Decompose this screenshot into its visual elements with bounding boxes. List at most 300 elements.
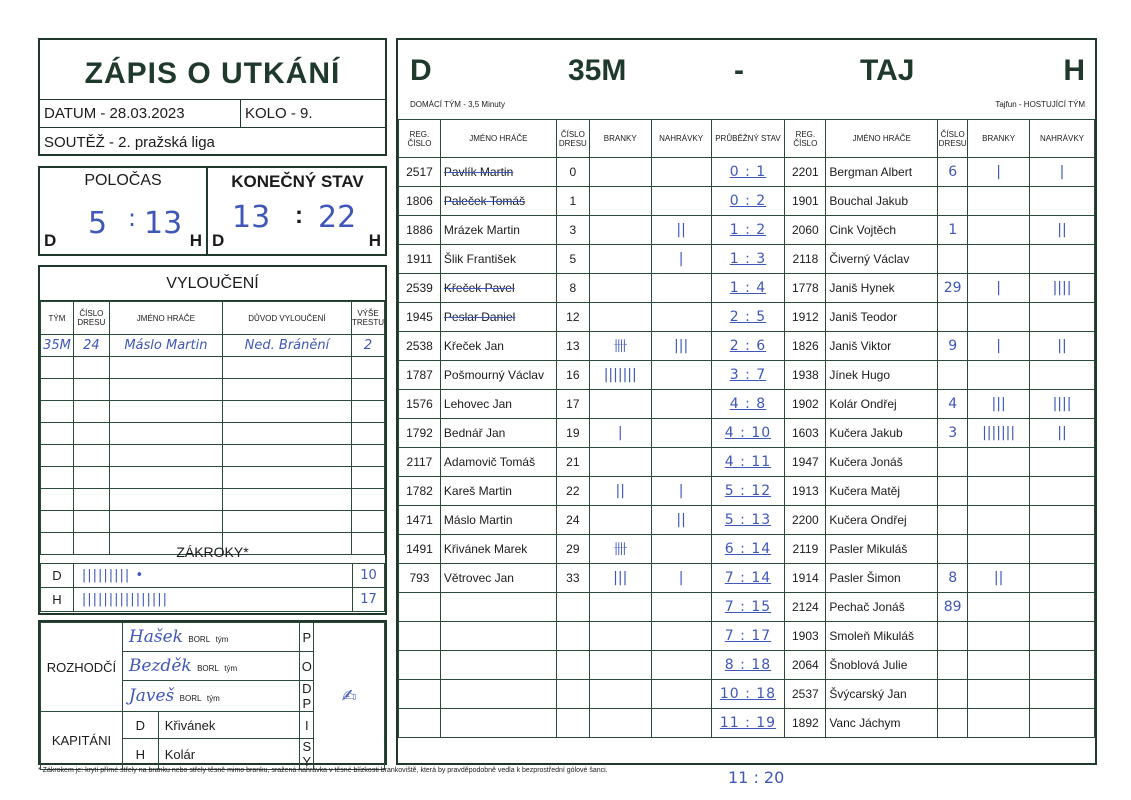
col-home-assists: NAHRÁVKY [651, 120, 711, 158]
podpisy-letter: P [300, 623, 314, 652]
exclusions-header-row [41, 302, 385, 335]
home-goals [589, 274, 651, 303]
away-number: 9 [938, 332, 968, 361]
away-reg: 1914 [785, 564, 826, 593]
home-reg [399, 651, 441, 680]
away-number [938, 477, 968, 506]
final-colon: : [295, 202, 303, 229]
home-assists [651, 390, 711, 419]
home-number [556, 709, 589, 738]
referee-2-team: BORL [197, 664, 219, 673]
exclusion-cell [109, 401, 222, 423]
exclusions-box [38, 265, 387, 615]
saves-away-row [41, 588, 385, 612]
home-number: 13 [556, 332, 589, 361]
halftime-away-letter: H [189, 231, 202, 250]
home-number: 5 [556, 245, 589, 274]
away-reg: 2201 [785, 158, 826, 187]
table-row [399, 245, 1095, 274]
saves-away-label: H [41, 588, 74, 612]
home-number: 0 [556, 158, 589, 187]
exclusion-cell [41, 445, 74, 467]
home-number: 16 [556, 361, 589, 390]
saves-away-total: 17 [353, 588, 385, 612]
saves-title: ZÁKROKY* [176, 544, 249, 560]
away-reg: 1826 [785, 332, 826, 361]
away-letter: H [1063, 54, 1085, 87]
exclusion-cell: 35M [41, 335, 74, 357]
home-assists [651, 274, 711, 303]
running-score: 3 : 7 [711, 361, 785, 390]
home-assists: | [651, 477, 711, 506]
home-reg: 2538 [399, 332, 441, 361]
table-row [399, 506, 1095, 535]
exclusion-cell [222, 467, 351, 489]
away-number: 1 [938, 216, 968, 245]
away-name: Pasler Šimon [826, 564, 938, 593]
home-goals [589, 593, 651, 622]
away-goals [968, 245, 1030, 274]
exclusion-cell [109, 357, 222, 379]
final-home-value: 13 [232, 200, 271, 235]
home-name [440, 622, 556, 651]
home-reg: 1806 [399, 187, 441, 216]
podpisy-letter [300, 712, 314, 739]
col-home-goals: BRANKY [589, 120, 651, 158]
exclusion-row [41, 401, 385, 423]
exclusion-cell [222, 357, 351, 379]
home-reg: 2117 [399, 448, 441, 477]
running-score: 11 : 19 [711, 709, 785, 738]
table-row [399, 187, 1095, 216]
home-number: 33 [556, 564, 589, 593]
running-score: 6 : 14 [711, 535, 785, 564]
away-reg: 2124 [785, 593, 826, 622]
players-table [398, 119, 1095, 738]
home-name [440, 651, 556, 680]
running-score: 1 : 2 [711, 216, 785, 245]
away-name: Cink Vojtěch [826, 216, 938, 245]
home-name: Bednář Jan [440, 419, 556, 448]
home-assists [651, 158, 711, 187]
away-reg: 2060 [785, 216, 826, 245]
exclusion-cell [41, 423, 74, 445]
away-name: Kučera Jonáš [826, 448, 938, 477]
away-reg: 1903 [785, 622, 826, 651]
home-reg: 1471 [399, 506, 441, 535]
away-reg: 1892 [785, 709, 826, 738]
home-number: 19 [556, 419, 589, 448]
col-home-reg: REG. ČÍSLO [399, 120, 441, 158]
home-number [556, 651, 589, 680]
home-number: 22 [556, 477, 589, 506]
exclusion-cell [222, 379, 351, 401]
home-name: Lehovec Jan [440, 390, 556, 419]
away-assists: || [1030, 419, 1095, 448]
away-goals [968, 680, 1030, 709]
exclusions-title: VYLOUČENÍ [40, 267, 385, 301]
away-team-subtitle: Tajfun - HOSTUJÍCÍ TÝM [995, 100, 1085, 109]
running-score: 7 : 14 [711, 564, 785, 593]
away-assists: |||| [1030, 390, 1095, 419]
captain-home-side: D [122, 712, 158, 739]
away-number [938, 680, 968, 709]
home-goals [589, 680, 651, 709]
running-score: 1 : 3 [711, 245, 785, 274]
referee-1 [122, 623, 299, 652]
final-score [210, 168, 385, 254]
saves-home-total: 10 [353, 564, 385, 588]
away-reg: 1603 [785, 419, 826, 448]
home-reg: 1911 [399, 245, 441, 274]
away-goals [968, 477, 1030, 506]
exclusion-cell [351, 489, 384, 511]
away-number [938, 187, 968, 216]
final-away-letter: H [368, 231, 381, 250]
away-name: Smoleň Mikuláš [826, 622, 938, 651]
podpisy-letter: O [300, 652, 314, 681]
away-goals: | [968, 274, 1030, 303]
table-row [399, 593, 1095, 622]
col-home-number: ČÍSLO DRESU [556, 120, 589, 158]
away-name: Janiš Hynek [826, 274, 938, 303]
players-sheet [396, 38, 1097, 765]
exclusion-cell [73, 401, 109, 423]
home-name: Paleček Tomáš [440, 187, 556, 216]
home-goals: ||||||| [589, 361, 651, 390]
away-name: Kučera Matěj [826, 477, 938, 506]
home-reg: 1945 [399, 303, 441, 332]
home-assists: || [651, 506, 711, 535]
podpisy-letter-s: S [302, 739, 312, 754]
captain-away-side: H [122, 739, 158, 770]
exclusions-table [40, 301, 385, 555]
home-team-subtitle: DOMÁCÍ TÝM - 3,5 Minuty [410, 100, 505, 109]
away-number: 4 [938, 390, 968, 419]
exclusion-cell [222, 445, 351, 467]
home-goals [589, 506, 651, 535]
home-reg: 1792 [399, 419, 441, 448]
exclusion-cell [351, 401, 384, 423]
away-assists [1030, 680, 1095, 709]
away-assists: |||| [1030, 274, 1095, 303]
sheet-title: ZÁPIS O UTKÁNÍ [40, 48, 385, 100]
halftime-label: POLOČAS [84, 172, 162, 189]
podpisy-letter-d: D [302, 681, 312, 696]
running-score: 5 : 12 [711, 477, 785, 506]
away-assists: || [1030, 332, 1095, 361]
running-score: 0 : 1 [711, 158, 785, 187]
exclusion-cell [41, 379, 74, 401]
away-number [938, 448, 968, 477]
podpisy-letter [300, 739, 314, 770]
exclusion-cell [351, 379, 384, 401]
exclusion-cell [351, 511, 384, 533]
exclusion-cell [351, 467, 384, 489]
away-reg: 1947 [785, 448, 826, 477]
home-assists [651, 361, 711, 390]
referee-2 [122, 652, 299, 681]
running-score: 1 : 4 [711, 274, 785, 303]
away-reg: 1901 [785, 187, 826, 216]
home-reg [399, 593, 441, 622]
away-assists: || [1030, 216, 1095, 245]
home-name: Peslar Daniel [440, 303, 556, 332]
away-goals [968, 651, 1030, 680]
home-name [440, 709, 556, 738]
date-row [40, 99, 385, 128]
captain-home: Křivánek [158, 712, 300, 739]
exclusion-cell [73, 423, 109, 445]
away-assists [1030, 593, 1095, 622]
away-goals [968, 593, 1030, 622]
final-home-letter: D [212, 231, 225, 250]
exclusion-cell [41, 357, 74, 379]
home-number: 3 [556, 216, 589, 245]
running-score-final: 11 : 20 [728, 768, 785, 787]
home-name: Křeček Pavel [440, 274, 556, 303]
exclusion-row [41, 511, 385, 533]
table-row [399, 419, 1095, 448]
col-team: TÝM [41, 302, 74, 335]
exclusion-cell [41, 511, 74, 533]
away-assists: | [1030, 158, 1095, 187]
saves-table [40, 563, 385, 612]
away-goals: | [968, 158, 1030, 187]
away-reg: 1913 [785, 477, 826, 506]
away-name: Janiš Teodor [826, 303, 938, 332]
table-row [399, 651, 1095, 680]
away-number [938, 245, 968, 274]
home-number: 1 [556, 187, 589, 216]
away-name: Jínek Hugo [826, 361, 938, 390]
exclusion-row [41, 467, 385, 489]
exclusion-cell [73, 489, 109, 511]
saves-home-tally: ||||||||| • [73, 564, 352, 588]
away-reg: 2537 [785, 680, 826, 709]
home-number: 17 [556, 390, 589, 419]
exclusion-cell: Ned. Bránění [222, 335, 351, 357]
col-running-score: PRŮBĚŽNÝ STAV [711, 120, 785, 158]
away-goals [968, 622, 1030, 651]
col-away-goals: BRANKY [968, 120, 1030, 158]
table-row [399, 535, 1095, 564]
exclusion-cell [109, 379, 222, 401]
home-assists [651, 303, 711, 332]
away-reg: 1938 [785, 361, 826, 390]
final-away-value: 22 [318, 200, 357, 235]
exclusion-cell [109, 467, 222, 489]
away-name: Kolár Ondřej [826, 390, 938, 419]
away-goals [968, 303, 1030, 332]
table-row [399, 564, 1095, 593]
table-row [399, 332, 1095, 361]
home-goals: 卌 [589, 332, 651, 361]
competition: SOUTĚŽ - 2. pražská liga [44, 134, 215, 151]
home-name: Adamovič Tomáš [440, 448, 556, 477]
round-number: KOLO - 9. [240, 99, 313, 127]
exclusion-cell: Máslo Martin [109, 335, 222, 357]
home-name: Šlik František [440, 245, 556, 274]
running-score: 0 : 2 [711, 187, 785, 216]
home-goals [589, 709, 651, 738]
referee-3 [122, 681, 299, 712]
running-score: 2 : 5 [711, 303, 785, 332]
away-goals [968, 361, 1030, 390]
exclusion-cell [73, 445, 109, 467]
away-reg: 1778 [785, 274, 826, 303]
table-row [399, 477, 1095, 506]
away-assists [1030, 564, 1095, 593]
running-score: 10 : 18 [711, 680, 785, 709]
home-goals: ||| [589, 564, 651, 593]
home-reg: 1787 [399, 361, 441, 390]
exclusion-cell [41, 401, 74, 423]
home-assists: || [651, 216, 711, 245]
exclusion-cell [109, 423, 222, 445]
exclusion-cell [73, 379, 109, 401]
away-assists [1030, 303, 1095, 332]
exclusion-row [41, 357, 385, 379]
home-assists [651, 709, 711, 738]
exclusion-cell [222, 423, 351, 445]
table-row [399, 216, 1095, 245]
officials-box [38, 620, 387, 769]
podpisy-letter-i: I [304, 717, 309, 733]
away-reg: 2200 [785, 506, 826, 535]
home-reg: 2539 [399, 274, 441, 303]
home-assists [651, 535, 711, 564]
home-assists [651, 187, 711, 216]
halftime-colon: : [128, 204, 137, 232]
col-away-assists: NAHRÁVKY [1030, 120, 1095, 158]
away-assists [1030, 622, 1095, 651]
exclusion-cell [41, 467, 74, 489]
home-number: 24 [556, 506, 589, 535]
away-reg: 2118 [785, 245, 826, 274]
home-goals: 卌 [589, 535, 651, 564]
referee-1-team-label: tým [215, 635, 229, 644]
score-box [38, 166, 387, 256]
podpisy-letter [300, 681, 314, 712]
home-reg: 1576 [399, 390, 441, 419]
home-name [440, 593, 556, 622]
running-score: 8 : 18 [711, 651, 785, 680]
running-score: 2 : 6 [711, 332, 785, 361]
home-name [440, 680, 556, 709]
away-name: Kučera Ondřej [826, 506, 938, 535]
table-row [399, 680, 1095, 709]
away-number: 8 [938, 564, 968, 593]
home-name: Pavlík Martin [440, 158, 556, 187]
home-name: Větrovec Jan [440, 564, 556, 593]
referee-2-name: Bezděk [128, 656, 192, 676]
home-goals [589, 187, 651, 216]
exclusion-cell [222, 489, 351, 511]
col-away-reg: REG. ČÍSLO [785, 120, 826, 158]
home-goals: | [589, 419, 651, 448]
away-assists [1030, 245, 1095, 274]
home-reg: 1491 [399, 535, 441, 564]
away-number: 3 [938, 419, 968, 448]
home-name: Křeček Jan [440, 332, 556, 361]
home-assists [651, 680, 711, 709]
officials-table [40, 622, 385, 770]
captain-away: Kolár [158, 739, 300, 770]
away-number [938, 361, 968, 390]
home-goals [589, 216, 651, 245]
home-assists: | [651, 564, 711, 593]
podpisy-letter-y: Y [302, 754, 312, 769]
exclusion-cell [351, 357, 384, 379]
away-name: Pechač Jonáš [826, 593, 938, 622]
home-team-code: 35M [568, 54, 627, 87]
home-goals [589, 651, 651, 680]
home-reg [399, 709, 441, 738]
away-assists [1030, 535, 1095, 564]
col-home-name: JMÉNO HRÁČE [440, 120, 556, 158]
running-score: 7 : 17 [711, 622, 785, 651]
exclusion-row [41, 379, 385, 401]
running-score: 4 : 8 [711, 390, 785, 419]
away-name: Švýcarský Jan [826, 680, 938, 709]
away-goals [968, 709, 1030, 738]
home-number: 29 [556, 535, 589, 564]
away-assists [1030, 187, 1095, 216]
away-goals [968, 448, 1030, 477]
away-goals: | [968, 332, 1030, 361]
away-name: Janiš Viktor [826, 332, 938, 361]
saves-footnote: * Zákrokem je: krytí přímé střely na branku nebo střely těsně mimo branku, sražená nahrávka v těsné blízkosti brankoviště, která by pravděpodobně vedla k bezprostřední gólové šanci. [38, 767, 608, 774]
away-name: Bouchal Jakub [826, 187, 938, 216]
header-box [38, 38, 387, 156]
away-goals: ||||||| [968, 419, 1030, 448]
home-number: 8 [556, 274, 589, 303]
away-name: Bergman Albert [826, 158, 938, 187]
exclusion-cell [351, 423, 384, 445]
home-letter: D [410, 54, 432, 87]
referee-3-name: Javeš [128, 686, 175, 706]
away-reg: 2119 [785, 535, 826, 564]
final-label: KONEČNÝ STAV [231, 172, 364, 191]
away-number [938, 651, 968, 680]
away-assists [1030, 506, 1095, 535]
col-number: ČÍSLO DRESU [73, 302, 109, 335]
podpisy-letter-p: P [302, 696, 312, 711]
table-row [399, 390, 1095, 419]
referee-1-team: BORL [188, 635, 211, 644]
away-goals [968, 506, 1030, 535]
saves-home-label: D [41, 564, 74, 588]
home-number [556, 593, 589, 622]
home-goals: || [589, 477, 651, 506]
home-assists: | [651, 245, 711, 274]
away-assists [1030, 477, 1095, 506]
exclusion-cell [41, 489, 74, 511]
halftime-score [40, 168, 208, 254]
home-name: Pošmourný Václav [440, 361, 556, 390]
away-name: Kučera Jakub [826, 419, 938, 448]
home-assists [651, 651, 711, 680]
halftime-away-value: 13 [144, 206, 183, 241]
away-name: Čiverný Václav [826, 245, 938, 274]
home-number: 12 [556, 303, 589, 332]
home-reg: 1886 [399, 216, 441, 245]
home-name: Křivánek Marek [440, 535, 556, 564]
saves-home-row [41, 564, 385, 588]
home-reg: 2517 [399, 158, 441, 187]
table-row [399, 448, 1095, 477]
